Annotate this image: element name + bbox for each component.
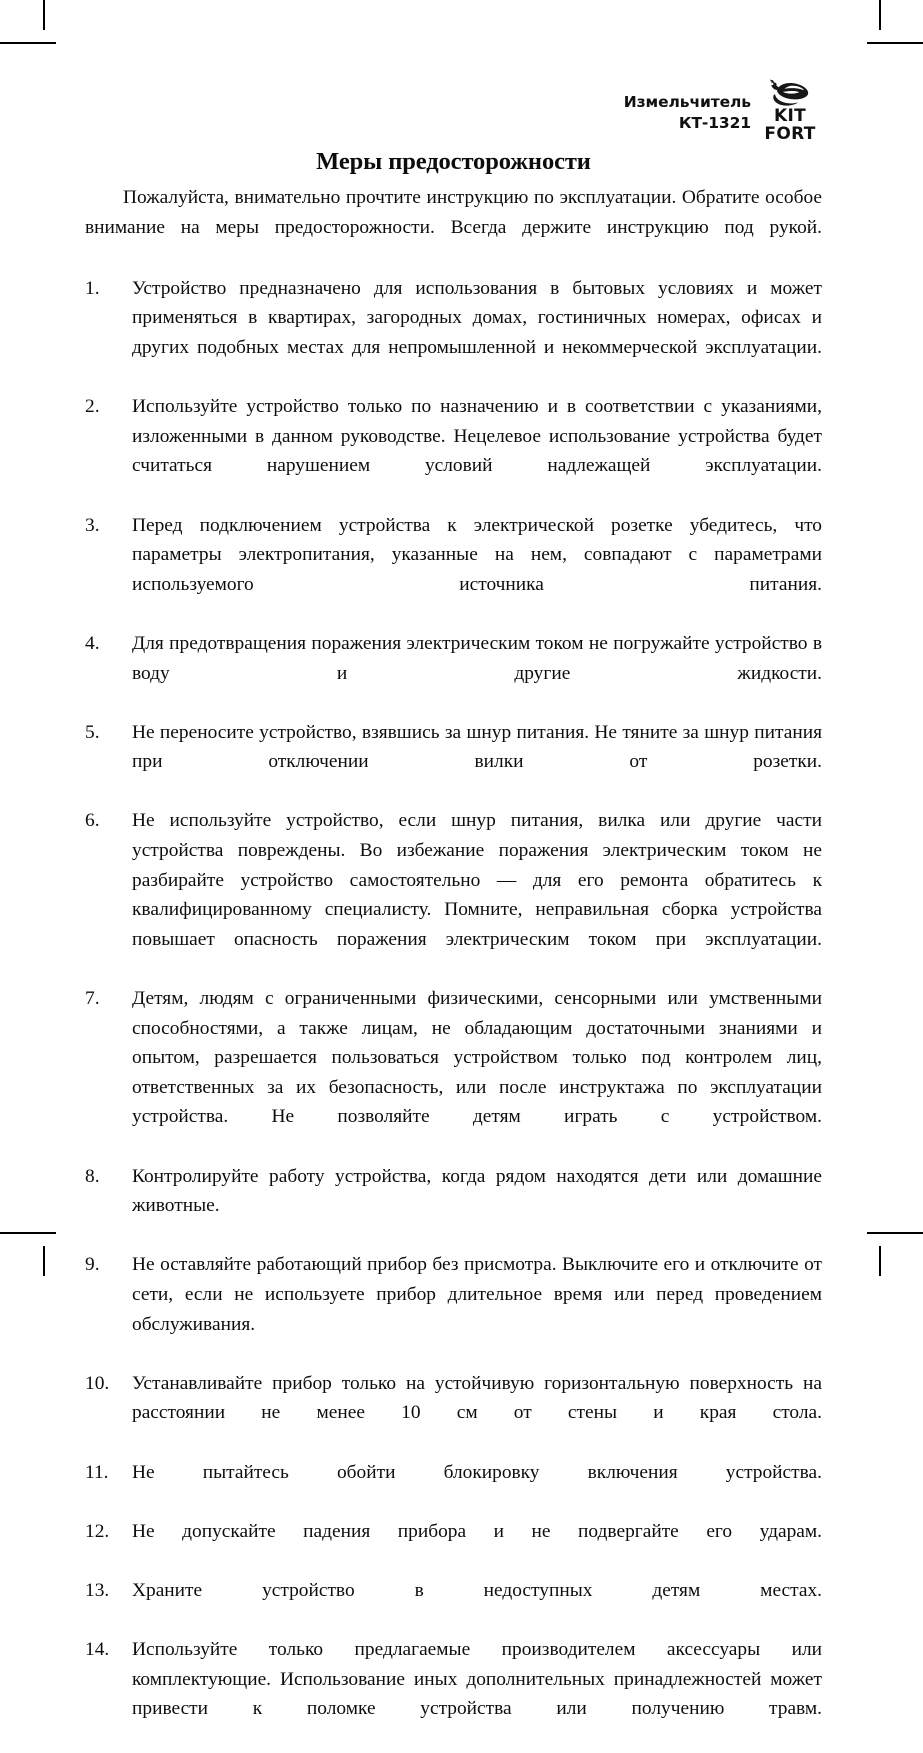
document-body	[85, 183, 822, 1753]
list-item	[85, 806, 822, 984]
list-item	[85, 718, 822, 807]
list-item-number: 11.	[85, 1461, 109, 1483]
crop-mark-top-right-horizontal	[867, 42, 923, 44]
intro-paragraph: Пожалуйста, внимательно прочтите инструкцию по эксплуатации. Обратите особое внимание на меры предосторожности. Всегда держите инструкцию под рукой.	[85, 187, 822, 238]
product-name: Измельчитель	[623, 93, 751, 111]
list-item-text: Не допускайте падения прибора и не подвергайте его ударам.	[132, 1520, 822, 1542]
list-item-number: 8.	[85, 1165, 100, 1187]
list-item	[85, 1635, 822, 1753]
list-item-text: Устанавливайте прибор только на устойчивую горизонтальную поверхность на расстоянии не менее 10 см от стены и края стола.	[132, 1372, 822, 1424]
page-header	[624, 78, 820, 143]
product-model: КТ-1321	[678, 114, 751, 132]
list-item	[85, 984, 822, 1162]
crop-mark-top-right-vertical	[879, 0, 881, 30]
list-item-text: Не используйте устройство, если шнур питания, вилка или другие части устройства повреждены. Во избежание поражения электрическим током не разбирайте устройство самостоятельно — для его ремонта обратитесь к квалифицированному специалисту. Помните, неправильная сборка устройства повышает опасность поражения электрическим током при эксплуатации.	[132, 810, 822, 950]
logo-word-fort: FORT	[764, 123, 816, 144]
whale-icon	[767, 79, 813, 106]
list-item-text: Храните устройство в недоступных детям местах.	[132, 1579, 822, 1601]
list-item-number: 4.	[85, 632, 100, 654]
safety-precautions-list	[85, 274, 822, 1753]
crop-mark-bottom-left-horizontal	[0, 1232, 56, 1234]
list-item-text: Перед подключением устройства к электрической розетке убедитесь, что параметры электропитания, указанные на нем, совпадают с параметрами используемого источника питания.	[132, 514, 822, 595]
list-item-number: 7.	[85, 988, 100, 1010]
list-item-number: 2.	[85, 396, 100, 418]
kitfort-logo	[760, 78, 820, 143]
crop-mark-top-left-vertical	[43, 0, 45, 30]
list-item	[85, 1369, 822, 1458]
list-item	[85, 629, 822, 718]
list-item-text: Не пытайтесь обойти блокировку включения устройства.	[132, 1461, 822, 1483]
list-item-text: Используйте устройство только по назначению и в соответствии с указаниями, изложенными в данном руководстве. Нецелевое использование устройства будет считаться нарушением условий надлежащей эксплуатации.	[132, 396, 822, 477]
list-item-number: 14.	[85, 1639, 110, 1661]
list-item-text: Для предотвращения поражения электрическим током не погружайте устройство в воду и другие жидкости.	[132, 632, 822, 684]
crop-mark-top-left-horizontal	[0, 42, 56, 44]
list-item-number: 3.	[85, 514, 100, 536]
list-item-number: 1.	[85, 277, 100, 299]
list-item	[85, 1458, 822, 1517]
crop-mark-bottom-right-horizontal	[867, 1232, 923, 1234]
product-identification	[624, 78, 751, 134]
list-item	[85, 1576, 822, 1635]
list-item-text: Не переносите устройство, взявшись за шнур питания. Не тяните за шнур питания при отключении вилки от розетки.	[132, 721, 822, 773]
list-item-number: 9.	[85, 1254, 100, 1276]
list-item	[85, 392, 822, 510]
list-item-text: Устройство предназначено для использования в бытовых условиях и может применяться в квартирах, загородных домах, гостиничных номерах, офисах и других подобных местах для непромышленной и некоммерческой эксплуатации.	[132, 277, 822, 358]
list-item-number: 12.	[85, 1520, 110, 1542]
list-item-text: Контролируйте работу устройства, когда рядом находятся дети или домашние животные.	[132, 1165, 822, 1217]
crop-mark-bottom-right-vertical	[879, 1246, 881, 1276]
list-item	[85, 1517, 822, 1576]
list-item-number: 10.	[85, 1372, 110, 1394]
list-item-text: Детям, людям с ограниченными физическими, сенсорными или умственными способностями, а также лицам, не обладающим достаточными знаниями и опытом, разрешается пользоваться устройством только под контролем лиц, ответственных за их безопасность, или после инструктажа по эксплуатации устройства. Не позволяйте детям играть с устройством.	[132, 988, 822, 1128]
crop-mark-bottom-left-vertical	[43, 1246, 45, 1276]
list-item-text: Не оставляйте работающий прибор без присмотра. Выключите его и отключите от сети, если не используете прибор длительное время или перед проведением обслуживания.	[132, 1254, 822, 1335]
list-item-number: 5.	[85, 721, 100, 743]
list-item	[85, 511, 822, 629]
list-item	[85, 1162, 822, 1251]
list-item-text: Используйте только предлагаемые производителем аксессуары или комплектующие. Использование иных дополнительных принадлежностей может привести к поломке устройства или получению травм.	[132, 1639, 822, 1720]
page-title: Меры предосторожности	[316, 148, 591, 175]
list-item-number: 13.	[85, 1579, 110, 1601]
logo-word-kit: KIT	[774, 106, 806, 126]
list-item-number: 6.	[85, 810, 100, 832]
list-item	[85, 1250, 822, 1368]
list-item	[85, 274, 822, 392]
